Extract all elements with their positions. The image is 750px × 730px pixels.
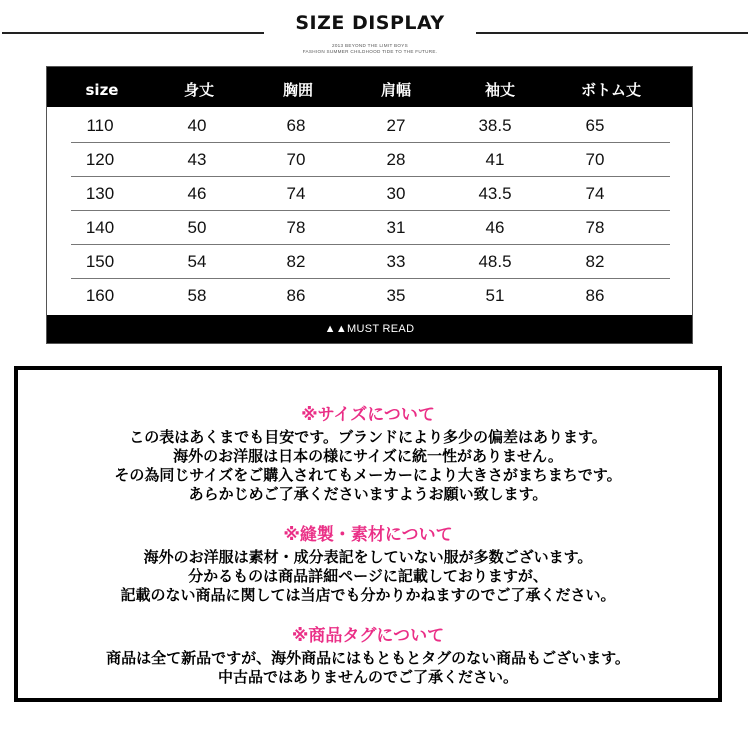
cell-shoulder: 27 bbox=[386, 116, 406, 135]
column-header-shoulder: 肩幅 bbox=[380, 81, 411, 99]
cell-bottom-length: 70 bbox=[585, 150, 605, 169]
column-header-size: size bbox=[85, 81, 119, 99]
cell-bottom-length: 86 bbox=[585, 286, 605, 305]
cell-chest: 82 bbox=[286, 252, 306, 271]
header-subtitle-2: FASHION SUMMER CHILDHOOD TIDE TO THE FUTURE. bbox=[302, 49, 438, 54]
cell-shoulder: 30 bbox=[386, 184, 406, 203]
notice-line: 海外のお洋服は素材・成分表記をしていない服が多数ございます。 bbox=[143, 548, 593, 566]
cell-body-length: 50 bbox=[187, 218, 207, 237]
table-row bbox=[47, 109, 692, 143]
cell-size: 130 bbox=[85, 184, 115, 203]
cell-sleeve: 41 bbox=[485, 150, 505, 169]
cell-size: 160 bbox=[85, 286, 115, 305]
cell-bottom-length: 82 bbox=[585, 252, 605, 271]
notice-line: 記載のない商品に関しては当店でも分かりかねますのでご了承ください。 bbox=[120, 586, 616, 604]
must-read-banner: ▲▲MUST READ bbox=[47, 315, 692, 343]
header-rule-left bbox=[2, 32, 264, 34]
column-header-sleeve: 袖丈 bbox=[484, 81, 515, 99]
table-header-side-right bbox=[668, 67, 692, 107]
header-subtitle-1: 2013 BEYOND THE LIMIT BOYS bbox=[331, 43, 409, 48]
section-title-size: ※サイズについて bbox=[301, 405, 435, 425]
cell-sleeve: 43.5 bbox=[478, 184, 512, 203]
cell-chest: 78 bbox=[286, 218, 306, 237]
cell-body-length: 54 bbox=[187, 252, 207, 271]
cell-body-length: 40 bbox=[187, 116, 207, 135]
cell-sleeve: 38.5 bbox=[478, 116, 512, 135]
cell-body-length: 46 bbox=[187, 184, 207, 203]
table-row bbox=[47, 177, 692, 211]
cell-sleeve: 51 bbox=[485, 286, 505, 305]
notice-line: この表はあくまでも目安です。ブランドにより多少の偏差はあります。 bbox=[129, 428, 607, 446]
size-table bbox=[46, 66, 693, 344]
notice-box bbox=[14, 366, 722, 702]
cell-size: 140 bbox=[85, 218, 115, 237]
cell-bottom-length: 74 bbox=[585, 184, 605, 203]
cell-sleeve: 48.5 bbox=[478, 252, 512, 271]
table-row bbox=[47, 279, 692, 313]
cell-size: 150 bbox=[85, 252, 115, 271]
table-row bbox=[47, 143, 692, 177]
page-title: SIZE DISPLAY bbox=[295, 12, 445, 34]
cell-chest: 70 bbox=[286, 150, 306, 169]
cell-size: 120 bbox=[85, 150, 115, 169]
table-row bbox=[47, 245, 692, 279]
page-header bbox=[0, 0, 750, 62]
cell-chest: 68 bbox=[286, 116, 306, 135]
column-header-body-length: 身丈 bbox=[183, 81, 214, 99]
cell-shoulder: 28 bbox=[386, 150, 406, 169]
section-title-product-tag: ※商品タグについて bbox=[291, 626, 445, 646]
cell-chest: 86 bbox=[286, 286, 306, 305]
section-title-sewing-material: ※縫製・素材について bbox=[283, 525, 453, 545]
table-header-side-left bbox=[47, 67, 71, 107]
cell-bottom-length: 65 bbox=[585, 116, 605, 135]
cell-chest: 74 bbox=[286, 184, 306, 203]
notice-line: あらかじめご了承くださいますようお願い致します。 bbox=[188, 485, 548, 503]
cell-size: 110 bbox=[86, 116, 114, 135]
notice-line: 中古品ではありませんのでご了承ください。 bbox=[217, 668, 518, 686]
cell-sleeve: 46 bbox=[485, 218, 505, 237]
cell-body-length: 43 bbox=[187, 150, 207, 169]
notice-line: その為同じサイズをご購入されてもメーカーにより大きさがまちまちです。 bbox=[114, 466, 622, 484]
cell-shoulder: 33 bbox=[386, 252, 406, 271]
notice-line: 分かるものは商品詳細ページに記載しておりますが、 bbox=[188, 567, 548, 585]
cell-bottom-length: 78 bbox=[585, 218, 605, 237]
notice-line: 海外のお洋服は日本の様にサイズに統一性がありません。 bbox=[173, 447, 563, 465]
cell-body-length: 58 bbox=[187, 286, 207, 305]
header-rule-right bbox=[476, 32, 748, 34]
column-header-chest: 胸囲 bbox=[282, 81, 313, 99]
notice-line: 商品は全て新品ですが、海外商品にはもともとタグのない商品もございます。 bbox=[106, 649, 630, 667]
cell-shoulder: 35 bbox=[386, 286, 406, 305]
column-header-bottom-length: ボトム丈 bbox=[580, 81, 641, 99]
table-header-row bbox=[71, 73, 670, 107]
cell-shoulder: 31 bbox=[386, 218, 406, 237]
table-row bbox=[47, 211, 692, 245]
